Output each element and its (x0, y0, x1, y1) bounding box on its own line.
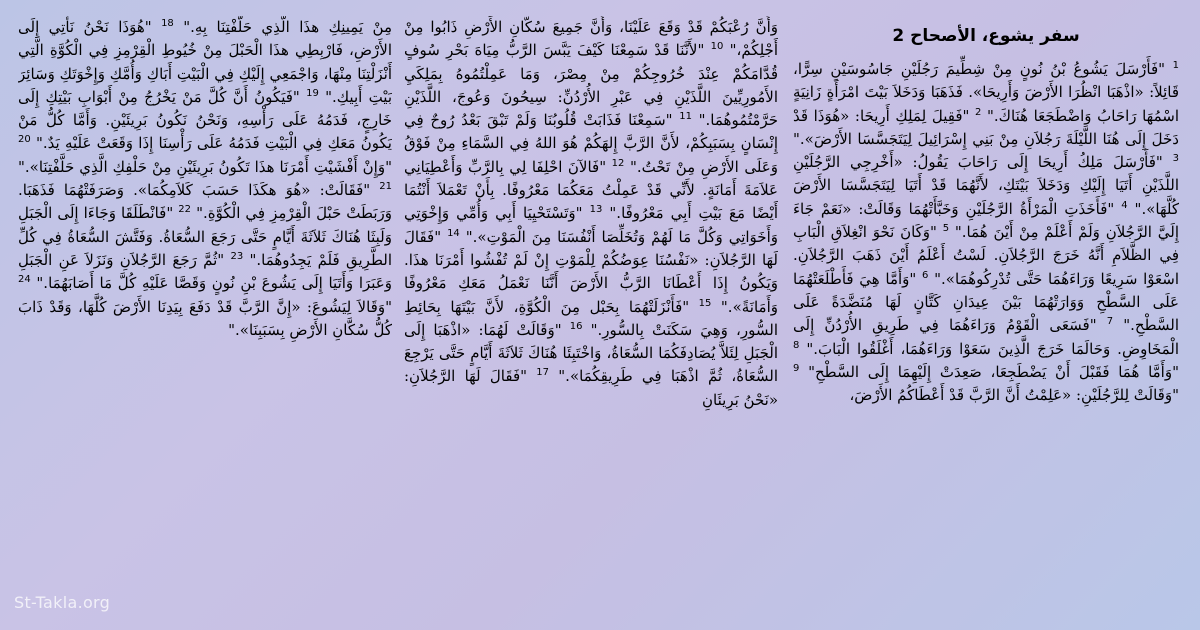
verse-text: "فَيَكُونُ أَنَّ كُلَّ مَنْ يَخْرُجُ مِنْ أَبْوَابِ بَيْتِكِ إِلَى خَارِجٍ، فَدَمُهُ عَلَى رَأْسِهِ، وَنَحْنُ نَكُونُ بَرِيئَيْنِ. وَأَمَّا كُلُّ مَنْ يَكُونُ مَعَكِ فِي الْبَيْتِ فَدَمُهُ عَلَى رَأْسِنَا إِذَا وَقَعَتْ عَلَيْهِ يَدٌ." (18, 87, 392, 153)
verse-number: 20 (18, 134, 31, 146)
verse-text: "وَقَالاَ لِيَشُوعَ: «إِنَّ الرَّبَّ قَدْ دَفَعَ بِيَدِنَا الأَرْضَ كُلَّهَا، وَقَدْ ذَابَ كُلُّ سُكَّانِ الأَرْضِ بِسَبَبِنَا»." (18, 297, 392, 339)
verse-number: 24 (18, 274, 31, 286)
verse-number: 9 (793, 362, 800, 374)
column-middle (404, 16, 778, 616)
verse-text: "فَأَخَذَتِ الْمَرْأَةُ الرَّجُلَيْنِ وَخَبَّأَتْهُمَا وَقَالَتْ: «نَعَمْ جَاءَ إِلَيَّ الرَّجُلاَنِ وَلَمْ أَعْلَمْ مِنْ أَيْنَ هُمَا." (793, 199, 1179, 242)
verse-text: "فَالآنَ احْلِفَا لِي بِالرَّبِّ وَأَعْطِيَانِي عَلاَمَةَ أَمَانَةٍ. لأَنِّي قَدْ عَمِلْتُ مَعَكُمَا مَعْرُوفًا. بِأَنْ تَعْمَلاَ أَنْتُمَا أَيْضًا مَعَ بَيْتِ أَبِي مَعْرُوفًا." (404, 157, 778, 223)
verse-text: "ثُمَّ رَجَعَ الرَّجُلاَنِ وَنَزَلاَ عَنِ الْجَبَلِ وَعَبَرَا وَأَتَيَا إِلَى يَشُوعَ بْنِ نُونٍ وَقَصَّا عَلَيْهِ كُلَّ مَا أَصَابَهُمَا." (18, 250, 392, 293)
column-right-text (793, 58, 1179, 407)
verse-number: 19 (306, 87, 319, 99)
verse-text: "وَقَالَتْ لِلرَّجُلَيْنِ: «عَلِمْتُ أَنَّ الرَّبَّ قَدْ أَعْطَاكُمُ الأَرْضَ، (849, 386, 1179, 405)
verse-number: 16 (569, 320, 583, 332)
column-left-text (18, 16, 392, 342)
verse-number: 17 (536, 367, 550, 379)
verse-number: 21 (379, 181, 392, 193)
verse-text: وَأَنَّ رُعْبَكُمْ قَدْ وَقَعَ عَلَيْنَا، وَأَنَّ جَمِيعَ سُكَّانِ الأَرْضِ ذَابُوا مِنْ أَجْلِكُمْ،" (404, 18, 778, 60)
verse-text: "وَقَالَتْ لَهُمَا: «اذْهَبَا إِلَى الْجَبَلِ لِئَلاَّ يُصَادِفَكُمَا السُّعَاةُ، وَاخْتَبِئَا هُنَاكَ ثَلاَثَةَ أَيَّامٍ حَتَّى يَرْجِعَ السُّعَاةُ، ثُمَّ اذْهَبَا فِي طَرِيقِكُمَا»." (404, 320, 778, 386)
verse-text: "فَقَالَتْ: «هُوَ هكَذَا حَسَبَ كَلاَمِكُمَا». وَصَرَفَتْهُمَا فَذَهَبَا. وَرَبَطَتْ حَبْلَ الْقِرْمِزِ فِي الْكُوَّةِ." (18, 181, 392, 223)
verse-number: 8 (793, 339, 800, 351)
verse-number: 10 (710, 41, 724, 53)
verse-number: 7 (1106, 316, 1114, 328)
verse-number: 18 (161, 18, 174, 29)
verse-number: 13 (589, 204, 603, 216)
column-middle-text (404, 16, 778, 412)
verse-text: "فَأَرْسَلَ يَشُوعُ بْنُ نُونٍ مِنْ شِطِّيمَ رَجُلَيْنِ جَاسُوسَيْنِ سِرًّا، قَائِلاً: «اذْهَبَا انْظُرَا الأَرْضَ وَأَرِيحَا». فَذَهَبَا وَدَخَلاَ بَيْتَ امْرَأَةٍ زَانِيَةٍ اسْمُهَا رَاحَابُ وَاضْطَجَعَا هُنَاكَ." (793, 60, 1179, 125)
verse-number: 3 (1172, 153, 1179, 165)
verse-number: 12 (611, 157, 625, 169)
verse-text: "فَقَالَ لَهَا الرَّجُلاَنِ: «نَحْنُ بَرِيئَانِ (404, 367, 778, 409)
verse-text: "وَكَانَ نَحْوَ انْغِلاَقِ الْبَابِ فِي الظَّلاَمِ أَنَّهُ خَرَجَ الرَّجُلاَنِ. لَسْتُ أَعْلَمُ أَيْنَ ذَهَبَ الرَّجُلاَنِ. اسْعَوْا سَرِيعًا وَرَاءَهُمَا حَتَّى تُدْرِكُوهُمَا»." (793, 223, 1179, 288)
verse-text: "فَأَنْزَلَتْهُمَا بِحَبْل مِنَ الْكُوَّةِ، لأَنَّ بَيْتَهَا بِحَائِطِ السُّورِ، وَهِيَ سَكَنَتْ بِالسُّورِ." (404, 297, 778, 339)
verse-text: "فَأَرْسَلَ مَلِكُ أَرِيحَا إِلَى رَاحَابَ يَقُولُ: «أَخْرِجِي الرَّجُلَيْنِ اللَّذَيْنِ أَتَيَا إِلَيْكِ وَدَخَلاَ بَيْتَكِ، لأَنَّهُمَا قَدْ أَتَيَا لِيَتَجَسَّسَا الأَرْضَ كُلَّهَا»." (793, 153, 1179, 218)
verse-number: 23 (230, 250, 244, 262)
verse-number: 5 (942, 223, 950, 235)
verse-text: "فَقِيلَ لِمَلِكِ أَرِيحَا: «هُوَذَا قَدْ دَخَلَ إِلَى هُنَا اللَّيْلَةَ رَجُلاَنِ مِنْ بَنِي إِسْرَائِيلَ لِيَتَجَسَّسَا الأَرْضَ»." (793, 106, 1179, 148)
verse-text: "وَأَمَّا هُمَا فَقَبْلَ أَنْ يَضْطَجِعَا، صَعِدَتْ إِلَيْهِمَا إِلَى السَّطْحِ" (799, 362, 1179, 381)
verse-text: "فَقَالَ لَهَا الرَّجُلاَنِ: «نَفْسُنَا عِوَضُكُمْ لِلْمَوْتِ إِنْ لَمْ تُفْشُوا أَمْرَنَا هذَا. وَيَكُونُ إِذَا أَعْطَانَا الرَّبُّ الأَرْضَ أَنَّنَا نَعْمَلُ مَعَكِ مَعْرُوفًا وَأَمَانَةً»." (404, 227, 778, 316)
verse-text: "هُوَذَا نَحْنُ نَأْتِي إِلَى الأَرْضِ، فَارْبِطِي هذَا الْحَبْلَ مِنْ خُيُوطِ الْقِرْمِزِ فِي الْكُوَّةِ الَّتِي أَنْزَلْتِنَا مِنْهَا، وَاجْمَعِي إِلَيْكِ فِي الْبَيْتِ أَبَاكِ وَأُمَّكِ وَإِخْوَتَكِ وَسَائِرَ بَيْتِ أَبِيكِ." (18, 18, 392, 106)
verse-number: 6 (922, 269, 929, 281)
verse-number: 22 (178, 204, 192, 216)
verse-text: "سَمِعْنَا فَذَابَتْ قُلُوبُنَا وَلَمْ تَبْقَ بَعْدُ رُوحٌ فِي إِنْسَانٍ بِسَبَبِكُمْ، لأَنَّ الرَّبَّ إِلهَكُمْ هُوَ اللهُ فِي السَّمَاءِ مِنْ فَوْقُ وَعَلَى الأَرْضِ مِنْ تَحْتُ." (404, 111, 778, 176)
verse-text: "لأَنَّنَا قَدْ سَمِعْنَا كَيْفَ يَبَّسَ الرَّبُّ مِيَاهَ بَحْرِ سُوفٍ قُدَّامَكُمْ عِنْدَ خُرُوجِكُمْ مِنْ مِصْرَ، وَمَا عَمِلْتُمُوهُ بِمَلِكَيِ الأَمُورِيِّينَ اللَّذَيْنِ فِي عَبْرِ الأُرْدُنِّ: سِيحُونَ وَعُوجَ، اللَّذَيْنِ حَرَّمْتُمُوهُمَا." (404, 41, 778, 130)
verse-number: 14 (447, 227, 460, 239)
column-left (18, 16, 392, 616)
column-right (793, 22, 1179, 622)
verse-text: "فَسَعَى الْقَوْمُ وَرَاءَهُمَا فِي طَرِيقِ الأُرْدُنِّ إِلَى الْمَخَاوِضِ. وَحَالَمَا خَرَجَ الَّذِينَ سَعَوْا وَرَاءَهُمَا، أَغْلَقُوا الْبَابَ." (793, 316, 1179, 358)
verse-text: "فَانْطَلَقَا وَجَاءَا إِلَى الْجَبَلِ وَلَبِثَا هُنَاكَ ثَلاَثَةَ أَيَّامٍ حَتَّى رَجَعَ السُّعَاةُ. وَفَتَّشَ السُّعَاةُ فِي كُلِّ الطَّرِيقِ فَلَمْ يَجِدُوهُمَا." (18, 204, 392, 269)
verse-text: "وَإِنْ أَفْشَيْتِ أَمْرَنَا هذَا تَكُونُ بَرِيئَيْنِ مِنْ حَلْفِكِ الَّذِي حَلَّفْتِنَا»." (18, 157, 392, 176)
verse-text: "وَتَسْتَحْيِيَا أَبِي وَأُمِّي وَإِخْوَتِي وَأَخَوَاتِي وَكُلَّ مَا لَهُمْ وَتُخَلِّصَا أَنْفُسَنَا مِنَ الْمَوْتِ»." (404, 204, 778, 246)
verse-text: "وَأَمَّا هِيَ فَأَطْلَعَتْهُمَا عَلَى السَّطْحِ وَوَارَتْهُمَا بَيْنَ عِيدَانِ كَتَّانٍ لَهَا مُنَضَّدَةً عَلَى السَّطْحِ." (793, 269, 1179, 335)
verse-text: مِنْ يَمِينِكِ هذَا الَّذِي حَلَّفْتِنَا بِهِ." (173, 18, 392, 36)
verse-number: 11 (679, 111, 692, 123)
verse-number: 2 (975, 106, 982, 118)
verse-number: 1 (1172, 60, 1179, 71)
page-title: سفر يشوع، الأصحاح 2 (892, 26, 1080, 46)
verse-number: 4 (1121, 199, 1128, 211)
watermark-logo: St-Takla.org (14, 593, 111, 612)
verse-number: 15 (698, 297, 712, 309)
